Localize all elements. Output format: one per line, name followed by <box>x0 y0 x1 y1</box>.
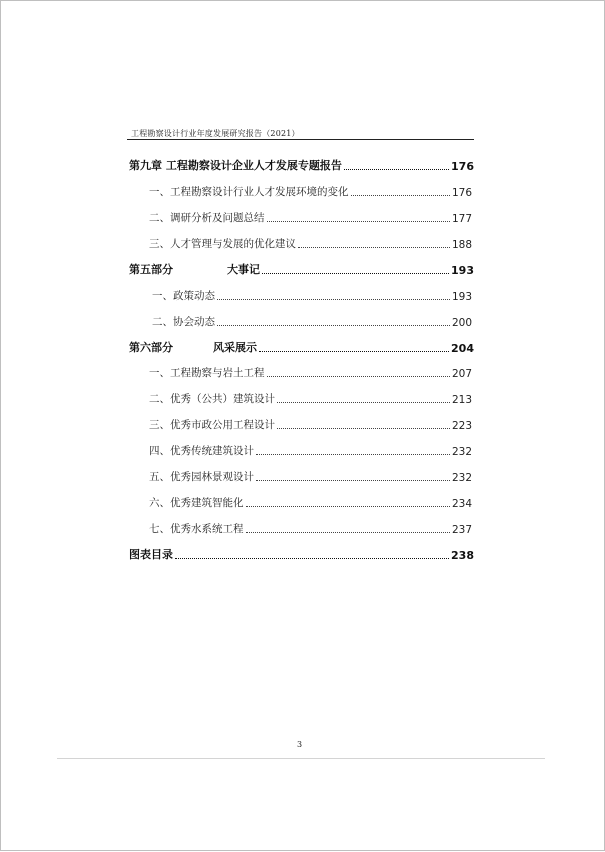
toc-leader-dots <box>246 506 450 507</box>
toc-section-item[interactable] <box>149 209 472 225</box>
toc-entry-subtitle: 风采展示 <box>213 341 257 354</box>
toc-entry-page: 232 <box>451 472 472 484</box>
toc-entry-page: 193 <box>451 264 474 277</box>
toc-section-item[interactable] <box>149 390 472 406</box>
toc-section-item[interactable] <box>152 287 472 303</box>
toc-leader-dots <box>298 247 450 248</box>
toc-entry-page: 200 <box>451 317 472 329</box>
toc-leader-dots <box>256 454 450 455</box>
toc-leader-dots <box>277 428 450 429</box>
toc-entry-title: 二、协会动态 <box>152 316 215 328</box>
toc-entry-title: 第九章 工程勘察设计企业人才发展专题报告 <box>129 159 342 172</box>
toc-entry-page: 238 <box>451 549 474 562</box>
toc-entry-page: 193 <box>451 291 472 303</box>
toc-entry-title: 二、优秀（公共）建筑设计 <box>149 393 275 405</box>
toc-leader-dots <box>262 273 449 274</box>
toc-leader-dots <box>267 221 450 222</box>
toc-leader-dots <box>351 195 450 196</box>
toc-entry-title: 第五部分 <box>129 263 173 276</box>
toc-leader-dots <box>344 169 449 170</box>
toc-section-item[interactable] <box>152 313 472 329</box>
toc-entry-page: 213 <box>451 394 472 406</box>
toc-leader-dots <box>277 402 450 403</box>
toc-entry-title: 一、政策动态 <box>152 290 215 302</box>
toc-section-item[interactable] <box>149 494 472 510</box>
toc-part-6[interactable] <box>129 339 474 355</box>
toc-chapter-9[interactable] <box>129 157 474 173</box>
toc-section-item[interactable] <box>149 468 472 484</box>
toc-entry-page: 204 <box>451 342 474 355</box>
toc-entry-title: 第六部分 <box>129 341 173 354</box>
toc-leader-dots <box>217 299 450 300</box>
toc-entry-page: 177 <box>451 213 472 225</box>
toc-leader-dots <box>259 351 449 352</box>
toc-leader-dots <box>246 532 450 533</box>
toc-entry-title: 一、工程勘察与岩土工程 <box>149 367 265 379</box>
page-number: 3 <box>297 740 303 749</box>
toc-entry-page: 188 <box>451 239 472 251</box>
toc-entry-title: 五、优秀园林景观设计 <box>149 471 254 483</box>
toc-entry-page: 176 <box>451 187 472 199</box>
toc-section-item[interactable] <box>149 364 472 380</box>
toc-entry-page: 234 <box>451 498 472 510</box>
running-header: 工程勘察设计行业年度发展研究报告（2021） <box>131 129 300 138</box>
toc-entry-page: 232 <box>451 446 472 458</box>
toc-entry-title: 七、优秀水系统工程 <box>149 523 244 535</box>
toc-section-item[interactable] <box>149 416 472 432</box>
toc-section-item[interactable] <box>149 442 472 458</box>
toc-section-item[interactable] <box>149 235 472 251</box>
toc-entry-subtitle: 大事记 <box>227 263 260 276</box>
toc-part-5[interactable] <box>129 261 474 277</box>
toc-leader-dots <box>256 480 450 481</box>
toc-section-item[interactable] <box>149 520 472 536</box>
toc-entry-page: 223 <box>451 420 472 432</box>
toc-entry-page: 176 <box>451 160 474 173</box>
toc-entry-page: 237 <box>451 524 472 536</box>
toc-leader-dots <box>267 376 450 377</box>
toc-leader-dots <box>175 558 449 559</box>
toc-entry-title: 一、工程勘察设计行业人才发展环境的变化 <box>149 186 349 198</box>
table-of-contents <box>1 1 605 852</box>
toc-section-item[interactable] <box>149 183 472 199</box>
footer-rule <box>57 758 545 759</box>
toc-entry-title: 三、优秀市政公用工程设计 <box>149 419 275 431</box>
toc-entry-title: 六、优秀建筑智能化 <box>149 497 244 509</box>
toc-figures-list[interactable] <box>129 546 474 562</box>
toc-entry-page: 207 <box>451 368 472 380</box>
toc-leader-dots <box>217 325 450 326</box>
toc-entry-title: 四、优秀传统建筑设计 <box>149 445 254 457</box>
toc-entry-title: 二、调研分析及问题总结 <box>149 212 265 224</box>
toc-entry-title: 图表目录 <box>129 548 173 561</box>
toc-entry-title: 三、人才管理与发展的优化建议 <box>149 238 296 250</box>
